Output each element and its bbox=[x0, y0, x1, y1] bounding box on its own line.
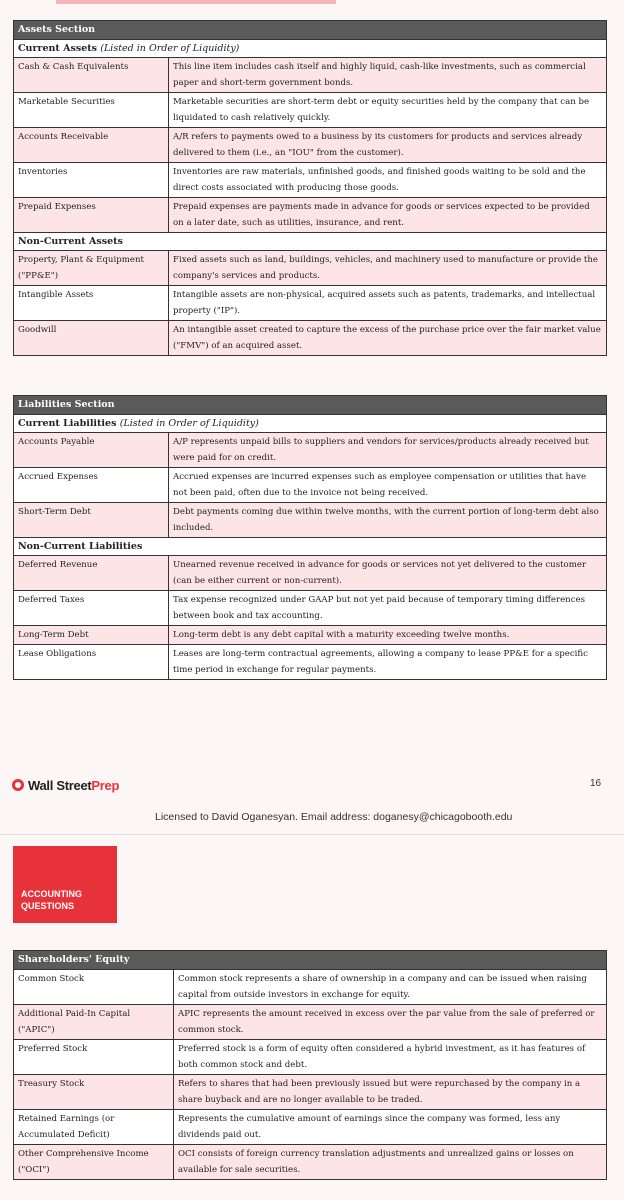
page-divider bbox=[0, 834, 624, 835]
logo-circle-icon bbox=[12, 779, 24, 791]
term-cell: Intangible Assets bbox=[14, 286, 169, 320]
definition-cell: Accrued expenses are incurred expenses such as employee compensation or utilities that have not been paid, often due to the invoice not being received. bbox=[173, 472, 587, 498]
definition-cell: An intangible asset created to capture the excess of the purchase price over the fair market value ("FMV") of an acquired asset. bbox=[173, 325, 601, 351]
table-row bbox=[14, 432, 606, 467]
table-row bbox=[14, 250, 606, 285]
assets-table bbox=[13, 20, 607, 356]
table-row bbox=[14, 127, 606, 162]
title-fragment bbox=[56, 0, 336, 4]
logo-text: Wall StreetPrep bbox=[28, 777, 120, 793]
table-row bbox=[14, 57, 606, 92]
table-row bbox=[14, 1039, 606, 1074]
table-row bbox=[14, 92, 606, 127]
definition-cell: Debt payments coming due within twelve months, with the current portion of long-term debt also included. bbox=[173, 507, 599, 533]
definition-cell: Common stock represents a share of ownership in a company and can be issued when raising capital from outside investors in exchange for equity. bbox=[178, 974, 587, 1000]
term-cell: Deferred Taxes bbox=[14, 591, 169, 625]
section-badge-label: ACCOUNTING QUESTIONS bbox=[21, 889, 82, 911]
table-row bbox=[14, 162, 606, 197]
term-cell: Prepaid Expenses bbox=[14, 198, 169, 232]
table-row bbox=[14, 590, 606, 625]
definition-cell: Long-term debt is any debt capital with a maturity exceeding twelve months. bbox=[173, 630, 510, 640]
table-row bbox=[14, 644, 606, 679]
table-row bbox=[14, 969, 606, 1004]
definition-cell: Represents the cumulative amount of earnings since the company was formed, less any dividends paid out. bbox=[178, 1114, 561, 1140]
table-row bbox=[14, 625, 606, 644]
term-cell: Lease Obligations bbox=[14, 645, 169, 679]
term-cell: Long-Term Debt bbox=[14, 626, 169, 644]
term-cell: Retained Earnings (or Accumulated Deficit) bbox=[14, 1110, 174, 1144]
term-cell: Accrued Expenses bbox=[14, 468, 169, 502]
definition-cell: Preferred stock is a form of equity often considered a hybrid investment, as it has features of both common stock and debt. bbox=[178, 1044, 586, 1070]
term-cell: Short-Term Debt bbox=[14, 503, 169, 537]
table-title: Shareholders' Equity bbox=[14, 951, 606, 969]
definition-cell: Fixed assets such as land, buildings, vehicles, and machinery used to manufacture or provide the company's services and products. bbox=[173, 255, 598, 281]
table-title: Liabilities Section bbox=[14, 396, 606, 414]
previous-page-fragment bbox=[0, 0, 624, 6]
table-row bbox=[14, 502, 606, 537]
term-cell: Marketable Securities bbox=[14, 93, 169, 127]
definition-cell: APIC represents the amount received in excess over the par value from the sale of preferred or common stock. bbox=[178, 1009, 595, 1035]
term-cell: Cash & Cash Equivalents bbox=[14, 58, 169, 92]
table-title: Assets Section bbox=[14, 21, 606, 39]
table-row bbox=[14, 320, 606, 355]
noncurrent-liabilities-heading: Non-Current Liabilities bbox=[14, 537, 606, 555]
definition-cell: A/R refers to payments owed to a business by its customers for products and services already delivered to them (i.e., an "IOU" from the customer). bbox=[173, 132, 583, 158]
current-liabilities-heading: Current Liabilities (Listed in Order of Liquidity) bbox=[14, 414, 606, 432]
definition-cell: Tax expense recognized under GAAP but not yet paid because of temporary timing differences between book and tax accounting. bbox=[173, 595, 586, 621]
definition-cell: Inventories are raw materials, unfinished goods, and finished goods waiting to be sold and the direct costs associated with producing those goods. bbox=[173, 167, 586, 193]
current-assets-heading: Current Assets (Listed in Order of Liquidity) bbox=[14, 39, 606, 57]
term-cell: Accounts Payable bbox=[14, 433, 169, 467]
table-row bbox=[14, 555, 606, 590]
definition-cell: Intangible assets are non-physical, acquired assets such as patents, trademarks, and intellectual property ("IP"). bbox=[173, 290, 596, 316]
table-row bbox=[14, 1074, 606, 1109]
table-row bbox=[14, 1109, 606, 1144]
table-row bbox=[14, 467, 606, 502]
definition-cell: OCI consists of foreign currency translation adjustments and unrealized gains or losses on available for sale securities. bbox=[178, 1149, 574, 1175]
table-row bbox=[14, 285, 606, 320]
term-cell: Preferred Stock bbox=[14, 1040, 174, 1074]
term-cell: Goodwill bbox=[14, 321, 169, 355]
definition-cell: A/P represents unpaid bills to suppliers and vendors for services/products already received but were paid for on credit. bbox=[173, 437, 589, 463]
term-cell: Accounts Receivable bbox=[14, 128, 169, 162]
term-cell: Common Stock bbox=[14, 970, 174, 1004]
term-cell: Additional Paid-In Capital ("APIC") bbox=[14, 1005, 174, 1039]
term-cell: Treasury Stock bbox=[14, 1075, 174, 1109]
term-cell: Property, Plant & Equipment ("PP&E") bbox=[14, 251, 169, 285]
license-notice: Licensed to David Oganesyan. Email address: doganesy@chicagobooth.edu bbox=[155, 811, 513, 823]
section-badge bbox=[13, 846, 117, 923]
page-number: 16 bbox=[590, 778, 602, 789]
definition-cell: Unearned revenue received in advance for goods or services not yet delivered to the customer (can be either current or non-current). bbox=[173, 560, 587, 586]
term-cell: Other Comprehensive Income ("OCI") bbox=[14, 1145, 174, 1179]
definition-cell: Refers to shares that had been previously issued but were repurchased by the company in a share buyback and are no longer available to be traded. bbox=[178, 1079, 581, 1105]
table-row bbox=[14, 1144, 606, 1179]
term-cell: Inventories bbox=[14, 163, 169, 197]
wall-street-prep-logo bbox=[12, 776, 119, 794]
term-cell: Deferred Revenue bbox=[14, 556, 169, 590]
table-row bbox=[14, 197, 606, 232]
liabilities-table bbox=[13, 395, 607, 680]
definition-cell: Leases are long-term contractual agreements, allowing a company to lease PP&E for a specific time period in exchange for regular payments. bbox=[173, 649, 588, 675]
table-row bbox=[14, 1004, 606, 1039]
definition-cell: Prepaid expenses are payments made in advance for goods or services expected to be provided on a later date, such as utilities, insurance, and rent. bbox=[173, 202, 590, 228]
definition-cell: This line item includes cash itself and highly liquid, cash-like investments, such as commercial paper and short-term government bonds. bbox=[173, 62, 586, 88]
shareholders-equity-table bbox=[13, 950, 607, 1180]
definition-cell: Marketable securities are short-term debt or equity securities held by the company that can be liquidated to cash relatively quickly. bbox=[173, 97, 590, 123]
noncurrent-assets-heading: Non-Current Assets bbox=[14, 232, 606, 250]
